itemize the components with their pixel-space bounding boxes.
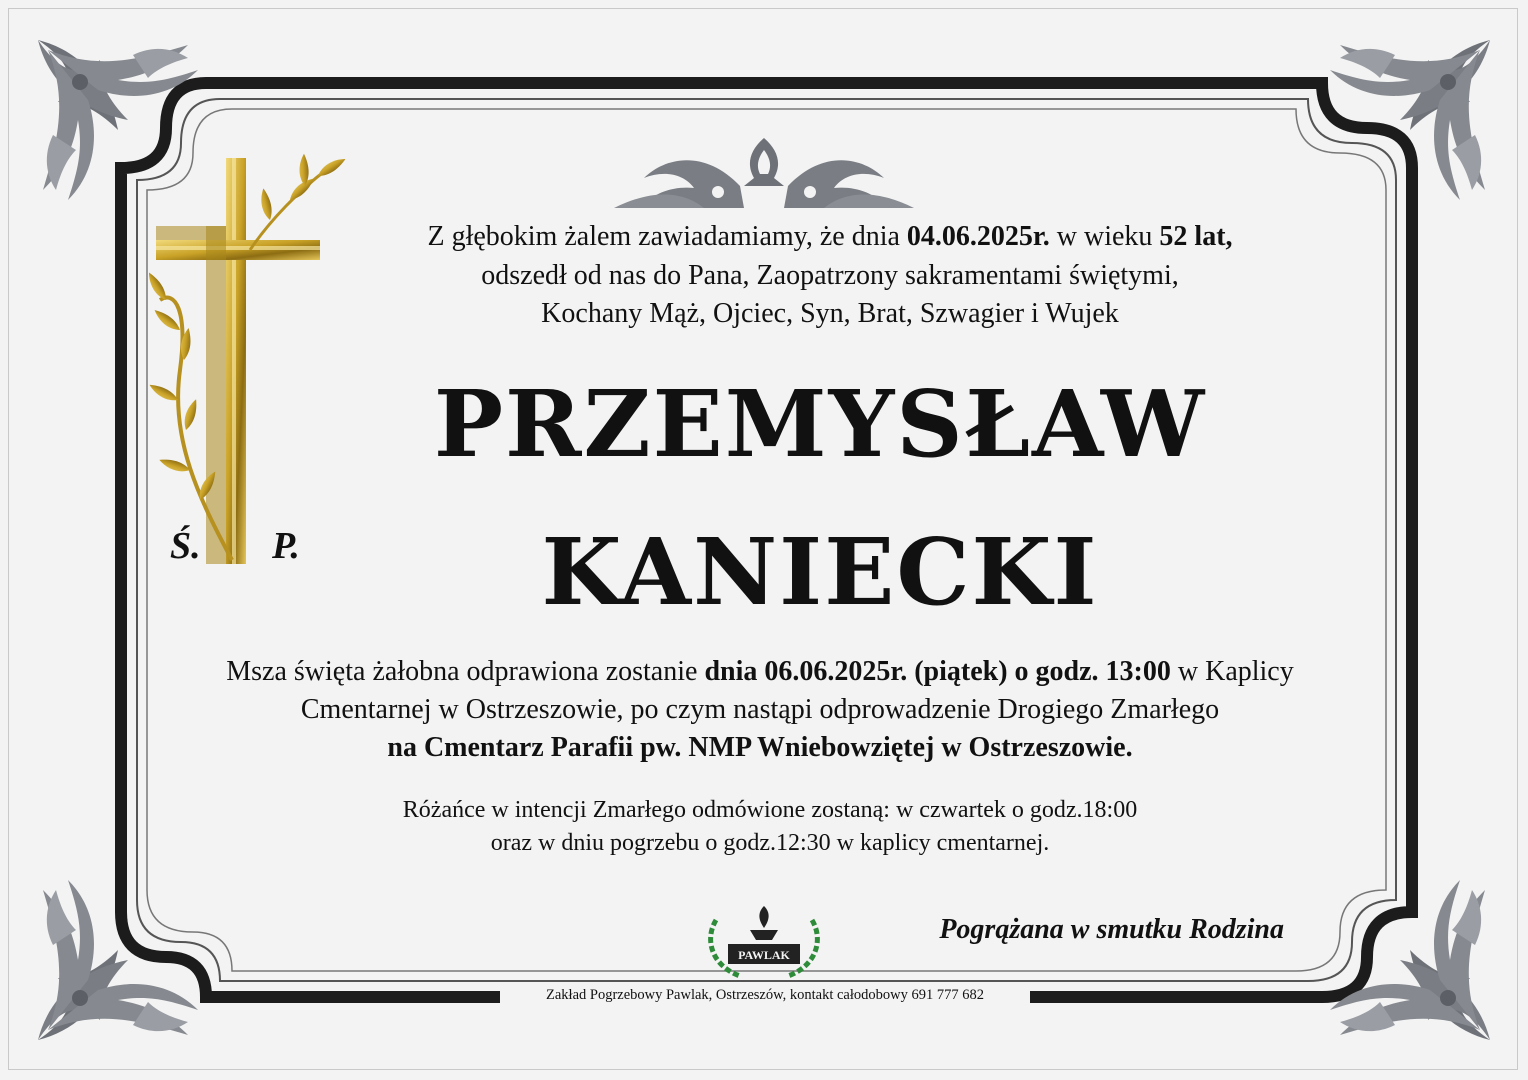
initial-left: Ś. [170,525,201,567]
mass-text-b: w Kaplicy [1170,656,1294,687]
date-of-death: 04.06.2025r. [906,221,1050,252]
cemetery-name: na Cmentarz Parafii pw. NMP Wniebowziętej w Ostrzeszowie. [387,732,1133,763]
intro-line-3: Kochany Mąż, Ojciec, Syn, Brat, Szwagier i Wujek [541,298,1119,329]
intro-text [260,218,1400,334]
deceased-last-name: KANIECKI [541,518,1099,626]
top-ornament-icon [614,138,914,208]
mass-text-a: Msza święta żałobna odprawiona zostanie [226,656,705,687]
intro-text-b: w wieku [1049,221,1160,252]
mass-date-time: dnia 06.06.2025r. (piątek) o godz. 13:00 [704,656,1171,687]
intro-line-2: odszedł od nas do Pana, Zaopatrzony sakramentami świętymi, [481,259,1179,291]
olive-branch-icon [148,154,347,560]
intro-line-1 [260,218,1400,257]
rosary-line-1: Różańce w intencji Zmarłego odmówione zostaną: w czwartek o godz.18:00 [402,797,1138,823]
deceased-first-name: PRZEMYSŁAW [433,370,1207,478]
age: 52 lat, [1159,221,1233,252]
logo-name: PAWLAK [738,948,790,962]
funeral-home-logo-icon [711,906,818,976]
family-signature: Pogrążana w smutku Rodzina [939,914,1284,945]
funeral-home-contact: Zakład Pogrzebowy Pawlak, Ostrzeszów, kontakt całodobowy 691 777 682 [500,985,1030,1005]
mass-info [120,653,1400,767]
rosary-line-2: oraz w dniu pogrzebu o godz.12:30 w kaplicy cmentarnej. [490,830,1050,856]
mass-line-3 [120,729,1400,767]
mass-line-2: Cmentarnej w Ostrzeszowie, po czym nastąpi odprowadzenie Drogiego Zmarłego [300,694,1220,725]
intro-text-a: Z głębokim żalem zawiadamiamy, że dnia [427,221,907,252]
rosary-info [260,794,1280,860]
initial-right: P. [272,525,300,567]
mass-line-1 [120,653,1400,691]
